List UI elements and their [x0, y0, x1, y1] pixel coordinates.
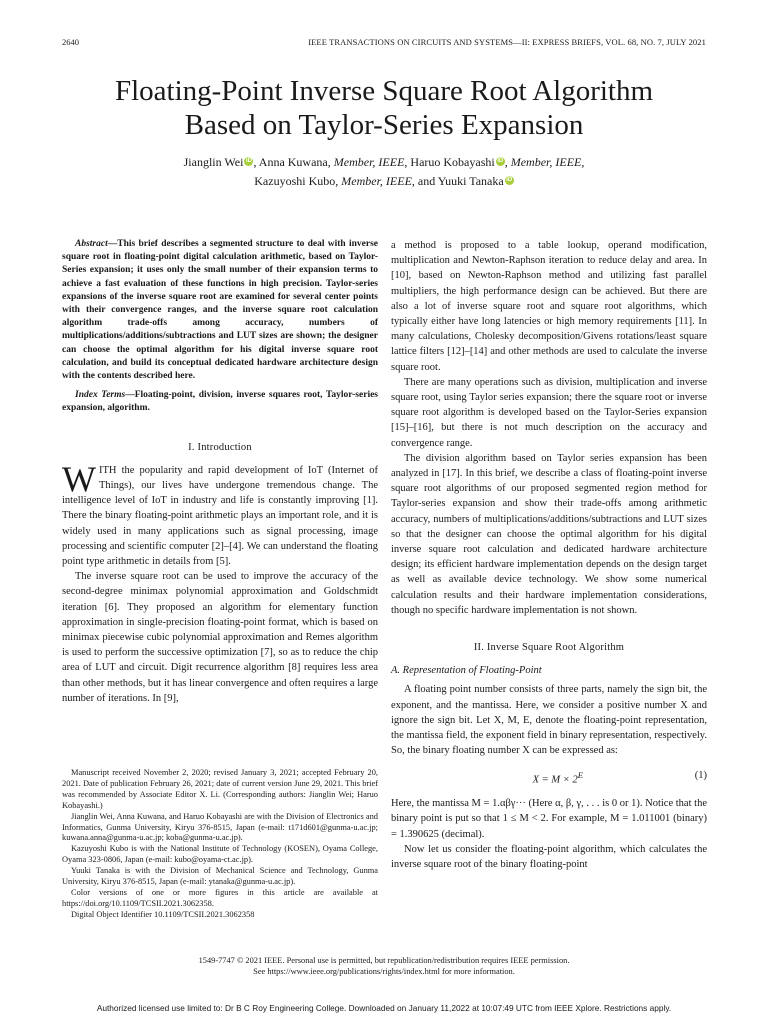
- section-heading: II. Inverse Square Root Algorithm: [473, 642, 625, 654]
- footnote: Color versions of one or more figures in this article are available at https://doi.org/10.1109/TCSII.2021.3062358.: [62, 887, 378, 908]
- title-line-2: Based on Taylor-Series Expansion: [184, 109, 584, 141]
- paper-title: [62, 74, 706, 142]
- author-separator: ,: [504, 155, 511, 169]
- section-heading: I. Introduction: [188, 441, 252, 453]
- orcid-icon[interactable]: iD: [506, 177, 513, 183]
- paragraph: There are many operations such as division, multiplication and inverse square root, using Taylor series expansion; there the square root or inverse square root algorithm is developed based on the Taylor-Series expansion [15]–[16], but there is not much description on the accuracy and convergence range.: [391, 376, 707, 449]
- footnotes: [62, 768, 378, 921]
- copyright-line: See https://www.ieee.org/publications/rights/index.html for more information.: [253, 967, 515, 976]
- orcid-icon[interactable]: iD: [497, 158, 504, 164]
- index-terms: [62, 389, 378, 415]
- paragraph: The inverse square root can be used to improve the accuracy of the second-degree minimax polynomial approximation and Goldschmidt iteration [6]. They proposed an algorithm for elementary function approximation in single-precision floating-point format, which is based on minimax piecewise cubic polynomial approximation and Remes algorithm is used to perform the successive optimization [7], so as to reduce the chip area of LUT and circuit. Digit recurrence algorithm [8] requires less area than other methods, but it has linear convergence and often requires a large number of iterations. In [9],: [62, 571, 378, 704]
- equation-body: [421, 768, 695, 788]
- paragraph: Here, the mantissa M = 1.αβγ··· (Here α, β, γ, . . . is 0 or 1). Notice that the binary point is put so that 1 ≤ M < 2. For example, M = 1.011001 (binary) = 1.390625 (decimal).: [391, 798, 707, 840]
- paragraph: A floating point number consists of three parts, namely the sign bit, the exponent, and the mantissa. Here, we consider a positive number X and ignore the sign bit. Let X, M, E, denote the floating-point representation, the mantissa field, the exponent field in binary representation, respectively. So, the binary floating number X can be expressed as:: [391, 684, 707, 757]
- author-name: Kazuyoshi Kubo,: [254, 174, 342, 188]
- author-role: Member, IEEE: [333, 155, 405, 169]
- author-list: [62, 153, 706, 191]
- index-terms-label: Index Terms: [75, 390, 126, 401]
- subsection-heading: A. Representation of Floating-Point: [391, 665, 542, 677]
- index-terms-text: —Floating-point, division, inverse squares root, Taylor-series expansion, algorithm.: [62, 390, 378, 414]
- author-role: Member, IEEE: [341, 174, 412, 188]
- author-separator: ,: [581, 155, 585, 169]
- title-block: [62, 74, 706, 191]
- author-name: , Haruo Kobayashi: [404, 155, 495, 169]
- author-name: , and Yuuki Tanaka: [411, 174, 504, 188]
- left-column: [62, 238, 378, 706]
- abstract-label: Abstract: [75, 239, 108, 249]
- equation-text: X = M × 2: [532, 774, 578, 785]
- footnote: Jianglin Wei, Anna Kuwana, and Haruo Kobayashi are with the Division of Electronics and Informatics, Gunma University, Kiryu 376-8515, Japan (e-mail: t171d601@gunma-u.ac.jp; kuwana.anna@gunma-u.ac.jp; koba@gunma-u.ac.jp).: [62, 811, 378, 843]
- paragraph: a method is proposed to a table lookup, operand modification, multiplication and Newton-Raphson iteration to reduce delay and area. In [10], based on Newton-Raphson method and utilizing fast parallel multipliers, the high performance design can be achieved. But there are also a lot of inverse square root and square root algorithms, which typically either have long latencies or high memory requirements [11]. In many calculations, Cholesky decomposition/Givens rotations/least square lattice filters [12]–[14] and other methods are used to calculate the inverse square root.: [391, 240, 707, 373]
- equation: [391, 768, 707, 788]
- author-name: Jianglin Wei: [183, 155, 244, 169]
- license-banner: Authorized licensed use limited to: Dr B C Roy Engineering College. Downloaded on January 11,2022 at 10:07:49 UTC from IEEE Xplore. Restrictions apply.: [96, 1003, 672, 1013]
- paragraph: The division algorithm based on Taylor series expansion has been analyzed in [17]. In this brief, we describe a class of floating-point inverse square root algorithms of our proposed segmented region method for Taylor-series expansion and show their trade-offs among arithmetic accuracy, numbers of multiplications/additions/subtractions and LUT sizes so that the designer can choose the optimal algorithm for his digital inverse square root calculation and dedicated hardware architecture design; its efficient hardware implementation depends on the design target as well as available device technology. We show some numerical calculation results and their hardware implementation considerations, though no specific hardware implementation is not shown.: [391, 452, 707, 616]
- title-line-1: Floating-Point Inverse Square Root Algorithm: [114, 75, 654, 107]
- dropcap: W: [62, 458, 96, 499]
- paragraph: Now let us consider the floating-point algorithm, which calculates the inverse square root of the binary floating-point: [391, 843, 707, 871]
- author-separator: , Anna Kuwana,: [253, 155, 334, 169]
- author-role: Member, IEEE: [510, 155, 582, 169]
- page-number: 2640: [62, 37, 79, 47]
- copyright-notice: [62, 955, 706, 977]
- footnote: Yuuki Tanaka is with the Division of Mechanical Science and Technology, Gunma University, Kiryu 376-8515, Japan (e-mail: ytanaka@gunma-u.ac.jp).: [62, 866, 378, 887]
- equation-number: (1): [694, 769, 707, 781]
- right-column: [391, 238, 707, 872]
- abstract: [62, 238, 378, 383]
- footnote: Manuscript received November 2, 2020; revised January 3, 2021; accepted February 20, 2021. Date of publication February 26, 2021; date of current version June 29, 2021. This brief was recommended by Associate Editor X. Li. (Corresponding authors: Jianglin Wei; Haruo Kobayashi.): [62, 768, 378, 810]
- abstract-text: —This brief describes a segmented structure to deal with inverse square root in floating-point digital calculation arithmetic, based on Taylor-Series expansion; it uses only the small number of their expansion terms to achieve a fast evaluation of these functions in high precision. Taylor-series expansions of the inverse square root are examined for several center points with their convergence ranges, and the inverse square root calculation algorithm trade-offs among accuracy, numbers of multiplications/additions/subtractions and LUT sizes are shown; the designer can choose the optimal algorithm for his digital inverse square root calculation, and build its conceptual dedicated hardware architecture design with the contents described here.: [62, 239, 378, 382]
- paragraph: [62, 458, 378, 569]
- paragraph-text: ITH the popularity and rapid development of IoT (Internet of Things), our lives have undergone tremendous change. The intelligence level of IoT in industry and life is constantly improving [1]. There the binary floating-point arithmetic plays an important role, and it is widely used in many applications such as signal processing, image processing and scientific computer [2]–[4]. We can understand the floating point type arithmetic in details from [5].: [62, 464, 378, 568]
- footnote: Digital Object Identifier 10.1109/TCSII.2021.3062358: [71, 909, 255, 919]
- journal-header: IEEE TRANSACTIONS ON CIRCUITS AND SYSTEMS—II: EXPRESS BRIEFS, VOL. 68, NO. 7, JULY 2021: [308, 37, 706, 47]
- copyright-line: 1549-7747 © 2021 IEEE. Personal use is permitted, but republication/redistribution requires IEEE permission.: [198, 956, 570, 965]
- footnote: Kazuyoshi Kubo is with the National Institute of Technology (KOSEN), Oyama College, Oyama 323-0806, Japan (e-mail: kubo@oyama-ct.ac.jp).: [62, 844, 378, 865]
- orcid-icon[interactable]: iD: [245, 158, 252, 164]
- equation-exponent: E: [577, 769, 584, 780]
